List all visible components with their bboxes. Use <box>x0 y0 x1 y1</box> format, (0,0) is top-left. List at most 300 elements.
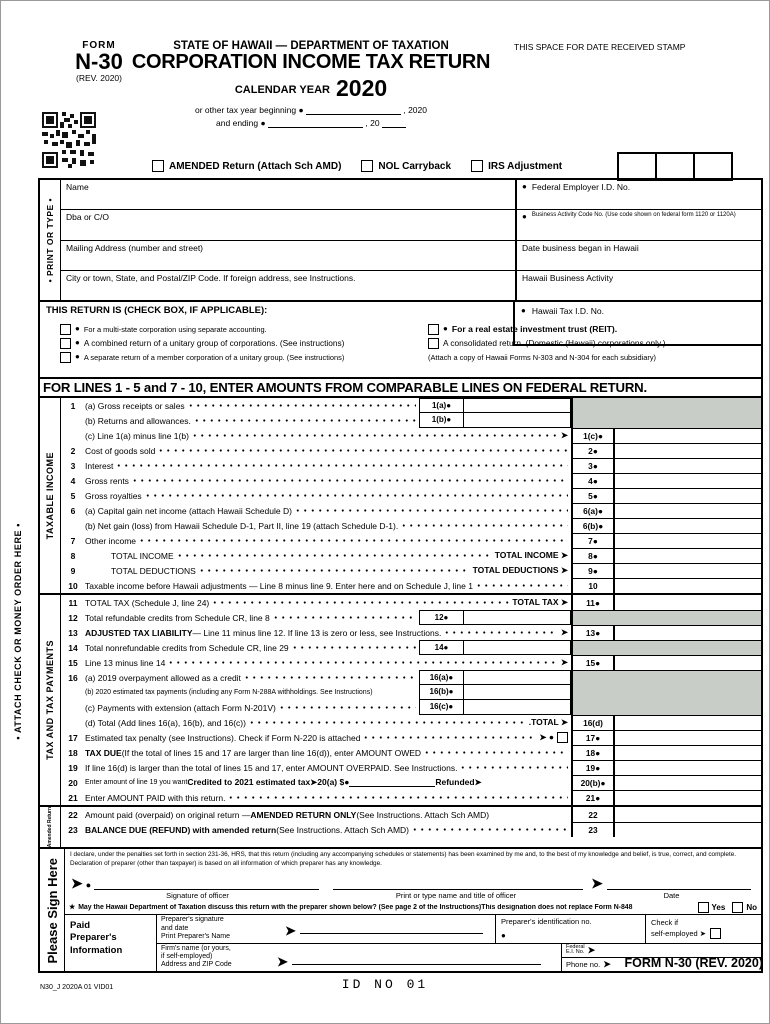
field-right[interactable] <box>515 210 761 239</box>
field-city[interactable]: City or town, State, and Postal/ZIP Code. If foreign address, see Instructions. <box>66 272 356 283</box>
amount-input-1a[interactable] <box>464 399 570 412</box>
line-text: Amount paid (overpaid) on original return — <box>85 809 251 820</box>
amount-input-16d[interactable] <box>615 716 761 730</box>
dotted-leader <box>131 473 568 488</box>
line-text: TOTAL DEDUCTIONS <box>111 565 196 576</box>
line-description <box>85 533 571 548</box>
amount-input-17[interactable] <box>615 731 761 745</box>
dotted-leader <box>400 518 568 533</box>
right-amount-box <box>571 563 761 578</box>
firm-address-label: Address and ZIP Code <box>161 961 232 969</box>
line-text: (a) Gross receipts or sales <box>85 400 185 411</box>
line-text: Estimated tax penalty (see Instructions). Check if Form N-220 is attached <box>85 732 361 743</box>
line-description <box>85 443 571 458</box>
amount-entry-line[interactable] <box>349 778 435 787</box>
form-line-1b <box>61 413 761 428</box>
amount-input-2[interactable] <box>615 444 761 458</box>
field-mailing[interactable]: Mailing Address (number and street) <box>66 242 204 253</box>
amount-input-6b[interactable] <box>615 519 761 533</box>
print-or-type-rail <box>40 180 61 300</box>
amount-input-12[interactable] <box>464 611 570 624</box>
form-line-19 <box>61 760 761 775</box>
amount-input-16a[interactable] <box>464 671 570 684</box>
shaded-cell <box>571 413 761 428</box>
line-section-3 <box>40 807 761 849</box>
right-amount-box <box>571 443 761 458</box>
line-text: (a) Capital gain net income (attach Hawaii Schedule D) <box>85 505 292 516</box>
dotted-leader <box>157 443 568 458</box>
shaded-cell <box>571 640 761 655</box>
line-text: Enter AMOUNT PAID with this return. <box>85 792 226 803</box>
dotted-leader <box>167 655 558 670</box>
firm-self-employed-label: if self-employed) <box>161 953 213 960</box>
name-block-row <box>61 241 761 271</box>
name-block-row <box>61 210 761 240</box>
line-number: 9 <box>70 565 76 576</box>
tax-year-begin-label: or other tax year beginning ● <box>194 105 304 115</box>
amount-input-14[interactable] <box>464 641 570 654</box>
form-line-9 <box>61 563 761 578</box>
return-type-option <box>46 352 428 363</box>
return-type-section <box>40 302 761 379</box>
line-text: Other income <box>85 535 137 546</box>
line-label: 2● <box>573 444 615 458</box>
form-line-23 <box>61 822 761 837</box>
amount-input-10[interactable] <box>615 579 761 593</box>
self-employed-checkbox[interactable] <box>710 928 721 939</box>
option-label: For a multi-state corporation using separate accounting. <box>83 324 267 334</box>
dotted-leader <box>144 488 568 503</box>
amount-input-1b[interactable] <box>464 413 570 428</box>
line-label: 8● <box>573 549 615 563</box>
line-item-sections <box>40 398 761 849</box>
dotted-leader <box>243 670 416 685</box>
line-label: 6(a)● <box>573 504 615 518</box>
line-description <box>85 790 571 805</box>
preparer-signature-cell[interactable] <box>157 915 495 943</box>
attach-check-note-text: • ATTACH CHECK OR MONEY ORDER HERE • <box>13 522 23 740</box>
line-text: (a) 2019 overpayment allowed as a credit <box>85 672 241 683</box>
section-rail-label: Amended Return <box>47 807 53 848</box>
firm-arrow-icon: ➤ <box>277 953 288 969</box>
form-title: CORPORATION INCOME TAX RETURN <box>131 51 491 73</box>
date-label: Date <box>663 890 680 900</box>
star-icon: ★ <box>69 904 76 912</box>
field-right-label: Business Activity Code No. (Use code shown on federal form 1120 or 1120A) <box>531 212 736 219</box>
line-description <box>85 760 571 775</box>
line-label: 4● <box>573 474 615 488</box>
dotted-leader <box>138 533 568 548</box>
line-number: 23 <box>68 824 78 835</box>
dotted-leader <box>272 610 416 625</box>
option-label: (Attach a copy of Hawaii Forms N-303 and N-304 for each subsidiary) <box>428 352 656 362</box>
right-amount-box <box>571 533 761 548</box>
checkbox-icon[interactable] <box>471 160 483 172</box>
line-description <box>85 595 571 610</box>
line-number: 2 <box>70 445 76 456</box>
line-label: 1(c)● <box>573 429 615 443</box>
return-type-option <box>46 338 428 349</box>
preparer-id-cell[interactable] <box>495 915 645 943</box>
line-tail <box>435 777 484 788</box>
line-text: .TOTAL ➤ <box>528 717 568 727</box>
phone-arrow-icon: ➤ <box>603 959 611 970</box>
right-amount-box <box>571 473 761 488</box>
line-label: 19● <box>573 761 615 775</box>
mid-amount-box <box>419 699 571 716</box>
phone-label: Phone no. <box>566 960 601 970</box>
section-rail <box>40 807 61 847</box>
amount-input-22[interactable] <box>615 807 761 822</box>
please-sign-here-label: Please Sign Here <box>44 857 60 964</box>
firm-name-label: Firm's name (or yours, <box>161 944 231 952</box>
option-label: A combined return of a unitary group of corporations. (See instructions) <box>83 338 345 348</box>
right-amount-box <box>571 807 761 822</box>
line-number <box>61 700 85 715</box>
line-label: 14● <box>420 641 464 654</box>
line-tail <box>561 657 571 668</box>
line-text: (If the total of lines 15 and 17 are larger than line 16(d)), enter AMOUNT OWED <box>121 747 422 758</box>
office-use-boxes <box>617 152 733 181</box>
line-number: 11 <box>68 597 78 608</box>
tax-year: 2020 <box>335 75 388 101</box>
paid-preparer-label-line: Paid <box>70 919 91 931</box>
line-label: 16(a)● <box>420 671 464 684</box>
form-line-22 <box>61 807 761 822</box>
form-revision: (REV. 2020) <box>76 73 122 83</box>
line-label: 22 <box>573 807 615 822</box>
checkbox-icon[interactable] <box>60 352 71 363</box>
tax-year-begin-field[interactable] <box>306 106 401 115</box>
checkbox-icon[interactable] <box>60 324 71 335</box>
bullet-icon: ● <box>75 338 80 347</box>
line-description <box>85 655 571 670</box>
line-number <box>61 428 85 443</box>
dotted-leader <box>211 595 509 610</box>
line-text: TOTAL TAX ➤ <box>512 597 568 607</box>
form-line-3 <box>61 458 761 473</box>
right-amount-box <box>571 745 761 760</box>
right-amount-box <box>571 428 761 443</box>
main-form <box>38 178 763 973</box>
dotted-leader <box>362 730 536 745</box>
line-label: 16(b)● <box>420 685 464 700</box>
checkbox-icon[interactable] <box>60 338 71 349</box>
line-label: 18● <box>573 746 615 760</box>
line-number: 3 <box>70 460 76 471</box>
dotted-leader <box>411 822 568 837</box>
line-text: (c) Line 1(a) minus line 1(b) <box>85 430 189 441</box>
line-text: Gross rents <box>85 475 129 486</box>
tax-year-end-year-field[interactable] <box>382 119 406 128</box>
dotted-leader <box>187 398 416 413</box>
checkbox-icon[interactable] <box>361 160 373 172</box>
signature-labels-row <box>65 890 761 901</box>
line-description <box>85 700 419 715</box>
amount-input-6a[interactable] <box>615 504 761 518</box>
line-number: 12 <box>68 612 78 623</box>
line-description <box>85 685 419 700</box>
amount-input-13[interactable] <box>615 626 761 640</box>
line-text: BALANCE DUE (REFUND) with amended return <box>85 824 277 835</box>
form-line-11 <box>61 595 761 610</box>
line-number: 15 <box>68 657 78 668</box>
form-line-4 <box>61 473 761 488</box>
line-text: TOTAL TAX (Schedule J, line 24) <box>85 597 210 608</box>
amount-input-3[interactable] <box>615 459 761 473</box>
return-type-title: THIS RETURN IS (CHECK BOX, IF APPLICABLE): <box>46 305 268 316</box>
office-use-box[interactable] <box>619 154 655 179</box>
line-description <box>85 563 571 578</box>
line-text: Refunded➤ <box>435 777 482 787</box>
date-arrow-icon: ➤ <box>591 874 603 891</box>
checkbox-icon[interactable] <box>428 324 439 335</box>
dotted-leader <box>227 790 568 805</box>
preparer-signature-field[interactable] <box>300 931 483 934</box>
line-text: ➤ <box>560 627 568 637</box>
shaded-cell <box>571 700 761 715</box>
right-amount-box <box>571 655 761 670</box>
preparer-id-label: Preparer's identification no. <box>501 916 592 926</box>
dotted-leader <box>191 428 558 443</box>
line-number: 13 <box>68 627 78 638</box>
form-line-7 <box>61 533 761 548</box>
line-description <box>85 640 419 655</box>
dotted-leader <box>176 548 492 563</box>
line-description <box>85 413 419 428</box>
line-label: 3● <box>573 459 615 473</box>
bullet-icon: ● <box>522 182 527 191</box>
line-label: 5● <box>573 489 615 503</box>
dotted-leader <box>198 563 470 578</box>
form-line-16d <box>61 715 761 730</box>
form-line-14 <box>61 640 761 655</box>
amount-input-15[interactable] <box>615 656 761 670</box>
line-label: 1(b)● <box>420 413 464 428</box>
firm-name-field[interactable] <box>292 962 541 965</box>
office-use-box[interactable] <box>693 154 731 179</box>
line-number: 1 <box>70 400 76 411</box>
line-label: 12● <box>420 611 464 624</box>
section-rail <box>40 398 61 593</box>
line-number: 21 <box>68 792 78 803</box>
line-description <box>85 473 571 488</box>
amount-input-16b[interactable] <box>464 685 570 700</box>
line-text: TOTAL DEDUCTIONS ➤ <box>472 565 568 575</box>
line-tail <box>539 732 571 743</box>
checkbox-icon[interactable] <box>152 160 164 172</box>
line-tail <box>561 627 571 638</box>
line-section-2 <box>40 595 761 807</box>
line-label: 11● <box>573 595 615 610</box>
dotted-leader <box>193 413 416 428</box>
line-label: 17● <box>573 731 615 745</box>
federal-lines-banner: FOR LINES 1 - 5 and 7 - 10, ENTER AMOUNTS FROM COMPARABLE LINES ON FEDERAL RETURN. <box>40 379 761 398</box>
signature-content <box>65 849 761 971</box>
amount-input-21[interactable] <box>615 791 761 805</box>
line-number <box>61 715 85 730</box>
amount-input-11[interactable] <box>615 595 761 610</box>
right-amount-box <box>571 578 761 593</box>
form-line-12 <box>61 610 761 625</box>
line-text: ➤ <box>560 430 568 440</box>
line-text: TOTAL INCOME ➤ <box>494 550 568 560</box>
line-text: Enter amount of line 19 you want <box>85 779 188 786</box>
line-label: 15● <box>573 656 615 670</box>
line-number: 4 <box>70 475 76 486</box>
line-number <box>61 518 85 533</box>
tax-year-begin-suffix: , 2020 <box>403 105 427 115</box>
field-name[interactable]: Name <box>66 182 89 192</box>
line-text: Gross royalties <box>85 490 142 501</box>
line-description <box>85 488 571 503</box>
line-text: ADJUSTED TAX LIABILITY <box>85 627 193 638</box>
checkbox-label: IRS Adjustment <box>488 160 563 172</box>
line-text: Credited to 2021 estimated tax➤20(a) $● <box>187 777 350 787</box>
option-label: A separate return of a member corporation of a unitary group. (See instructions) <box>83 352 345 362</box>
line-number <box>61 685 85 700</box>
line-number: 20 <box>68 777 78 788</box>
right-amount-box <box>571 790 761 805</box>
form-line-2 <box>61 443 761 458</box>
amount-input-9[interactable] <box>615 564 761 578</box>
form-line-6b <box>61 518 761 533</box>
section-rail-label: TAXABLE INCOME <box>45 451 55 540</box>
line-description <box>85 428 571 443</box>
bullet-icon: ● <box>75 352 80 361</box>
line-number: 7 <box>70 535 76 546</box>
office-use-box[interactable] <box>655 154 693 179</box>
tax-year-end-suffix: , 20 <box>365 118 380 128</box>
print-preparer-name-label: Print Preparer's Name <box>161 933 231 941</box>
self-employed-label: self-employed ➤ <box>651 929 707 939</box>
form-line-21 <box>61 790 761 805</box>
line-label: 16(d) <box>573 716 615 730</box>
tax-year-end-label: and ending ● <box>216 118 266 128</box>
preparer-date-label: and date <box>161 924 189 932</box>
right-amount-box <box>571 760 761 775</box>
amount-input-19[interactable] <box>615 761 761 775</box>
right-amount-box <box>571 458 761 473</box>
line-description <box>85 670 419 685</box>
line-text: Total refundable credits from Schedule CR, line 8 <box>85 612 270 623</box>
hawaii-tax-id-box[interactable] <box>513 302 761 346</box>
dotted-leader <box>423 745 568 760</box>
line-label: 6(b)● <box>573 519 615 533</box>
line-description <box>85 578 571 593</box>
line-label: 16(c)● <box>420 700 464 715</box>
name-block-row <box>61 271 761 300</box>
line-text: (d) Total (Add lines 16(a), 16(b), and 16(c)) <box>85 717 246 728</box>
firm-name-cell[interactable] <box>157 944 561 972</box>
amount-input-8[interactable] <box>615 549 761 563</box>
line-description <box>85 745 571 760</box>
calendar-year-label: CALENDAR YEAR <box>234 84 330 96</box>
line-description <box>85 625 571 640</box>
right-amount-box <box>571 625 761 640</box>
line-description <box>85 503 571 518</box>
form-line-13 <box>61 625 761 640</box>
discuss-yes-checkbox[interactable] <box>698 902 709 913</box>
form-line-1c <box>61 428 761 443</box>
tax-year-begin-line <box>112 105 510 115</box>
line-text: If line 16(d) is larger than the total of lines 15 and 17, enter AMOUNT OVERPAID. See Instructions. <box>85 762 458 773</box>
discuss-question-text: May the Hawaii Department of Taxation discuss this return with the preparer shown below? (See page 2 of the Instructions)This designation does not replace Form N-848 <box>78 903 633 911</box>
amount-input-23[interactable] <box>615 823 761 837</box>
amount-input-7[interactable] <box>615 534 761 548</box>
amount-input-18[interactable] <box>615 746 761 760</box>
dotted-leader <box>278 700 416 715</box>
mid-amount-box <box>419 610 571 625</box>
please-sign-here-rail <box>40 849 65 971</box>
field-right[interactable] <box>515 271 761 300</box>
field-dba[interactable]: Dba or C/O <box>66 212 109 223</box>
tax-year-end-field[interactable] <box>268 119 363 128</box>
tax-year-end-line <box>112 118 510 128</box>
fed-ein-arrow-icon: ➤ <box>587 944 596 955</box>
signature-line-row <box>65 868 761 890</box>
date-received-stamp-note: THIS SPACE FOR DATE RECEIVED STAMP <box>514 42 686 52</box>
discuss-no-checkbox[interactable] <box>732 902 743 913</box>
line-number: 19 <box>68 762 78 773</box>
line-text: Total nonrefundable credits from Schedule CR, line 29 <box>85 642 289 653</box>
dotted-leader <box>248 715 526 730</box>
amount-input-5[interactable] <box>615 489 761 503</box>
top-checkbox-item <box>471 160 562 172</box>
amount-input-20b[interactable] <box>615 776 761 790</box>
line-number: 14 <box>68 642 78 653</box>
dotted-leader <box>459 760 568 775</box>
line-tail <box>561 430 571 441</box>
line-number: 6 <box>70 505 76 516</box>
checkbox-label: NOL Carryback <box>378 160 452 172</box>
header-center <box>112 40 510 128</box>
return-type-option <box>428 353 761 362</box>
footer-form-reference: FORM N-30 (REV. 2020) <box>624 956 763 970</box>
line-label: 7● <box>573 534 615 548</box>
line-tail <box>495 550 571 561</box>
right-amount-box <box>571 775 761 790</box>
amount-input-16c[interactable] <box>464 700 570 715</box>
line-description <box>85 715 571 730</box>
field-right[interactable] <box>515 241 761 270</box>
field-right-label: Hawaii Business Activity <box>522 272 614 283</box>
amount-input-4[interactable] <box>615 474 761 488</box>
line-label: 13● <box>573 626 615 640</box>
line-text: ➤ <box>560 657 568 667</box>
bullet-icon: ● <box>85 879 92 890</box>
signature-of-officer-label: Signature of officer <box>166 890 229 900</box>
n220-checkbox[interactable] <box>557 732 568 743</box>
preparer-row-1 <box>157 915 761 944</box>
section-rail-label: TAX AND TAX PAYMENTS <box>45 640 55 760</box>
line-label: 23 <box>573 823 615 837</box>
line-label: 20(b)● <box>573 776 615 790</box>
top-checkbox-row <box>152 160 562 172</box>
line-text: TAX DUE <box>85 747 122 758</box>
line-description <box>85 610 419 625</box>
line-number: 10 <box>68 580 78 591</box>
line-number: 8 <box>70 550 76 561</box>
checkbox-icon[interactable] <box>428 338 439 349</box>
section-rail <box>40 595 61 805</box>
top-checkbox-item <box>152 160 341 172</box>
bullet-icon: ● <box>522 212 527 222</box>
field-right[interactable] <box>515 180 761 209</box>
form-number: N-30 <box>75 49 123 74</box>
line-description <box>85 822 571 837</box>
amount-input-1c[interactable] <box>615 429 761 443</box>
